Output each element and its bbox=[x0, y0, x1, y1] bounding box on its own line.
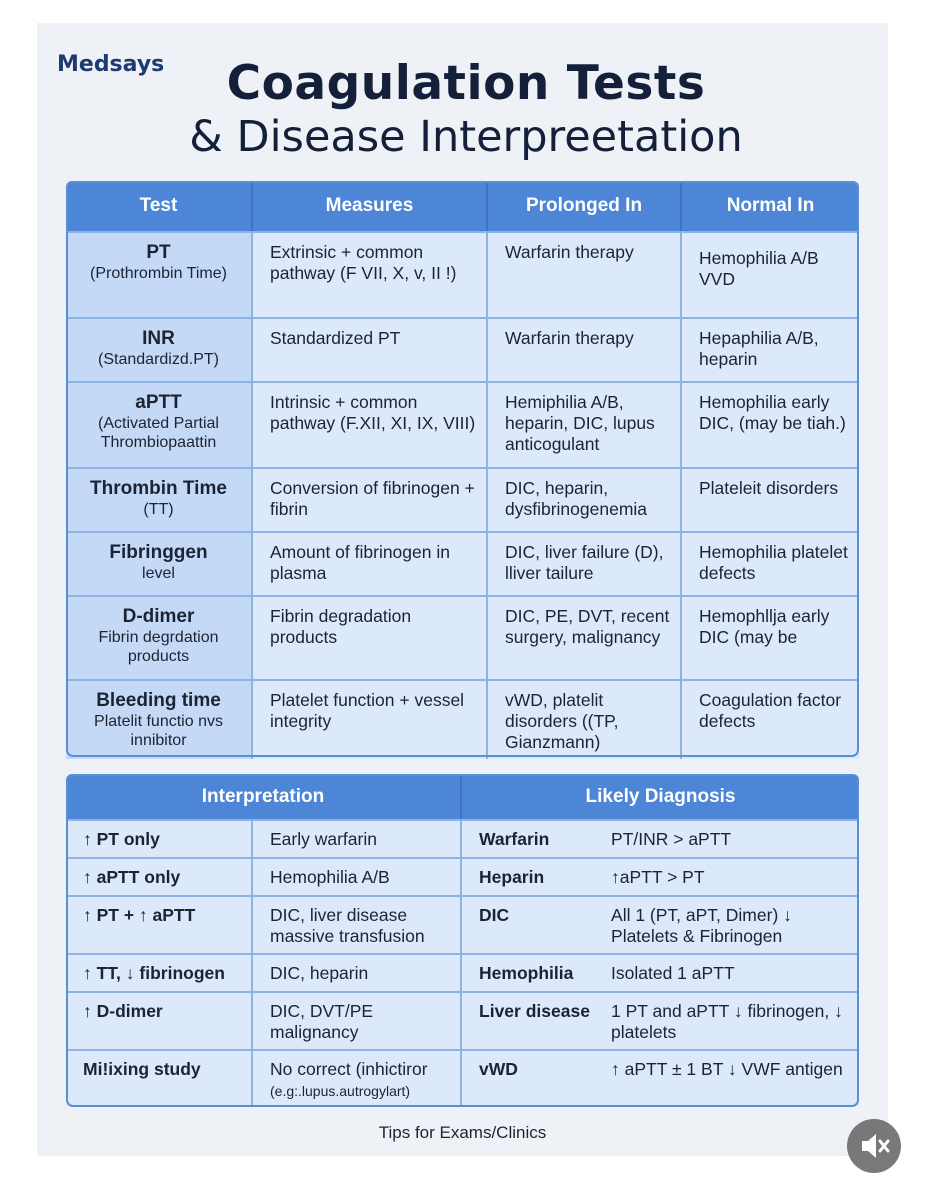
column-header-prolonged: Prolonged In bbox=[488, 181, 682, 231]
footer-caption: Tips for Exams/Clinics bbox=[378, 1123, 547, 1142]
meaning-text: No correct (inhictiror bbox=[270, 1059, 428, 1079]
finding-cell: ↑ PT only bbox=[66, 819, 253, 857]
normal-cell: Plateleit disorders bbox=[682, 467, 859, 531]
diagnosis-cell: DIC bbox=[462, 895, 605, 953]
test-name-cell bbox=[66, 531, 253, 595]
finding-cell: Mi!ixing study bbox=[66, 1049, 253, 1106]
normal-cell: Coagulation factor defects bbox=[682, 679, 859, 759]
normal-cell: Hepaphilia A/B, heparin bbox=[682, 317, 859, 381]
diagnosis-cell: Hemophilia bbox=[462, 953, 605, 991]
meaning-cell: DIC, DVT/PE malignancy bbox=[253, 991, 462, 1049]
prolonged-cell: DIC, liver failure (D), lliver tailure bbox=[488, 531, 682, 595]
normal-cell: Hemophllja early DIC (may be bbox=[682, 595, 859, 679]
test-subtitle: (Standardizd.PT) bbox=[98, 351, 219, 368]
interpretation-table bbox=[66, 774, 859, 1106]
measures-cell: Conversion of fibrinogen + fibrin bbox=[253, 467, 488, 531]
diagnosis-detail-cell: ↑aPTT > PT bbox=[605, 857, 859, 895]
table-row bbox=[66, 953, 859, 991]
meaning-cell: DIC, liver disease massive transfusion bbox=[253, 895, 462, 953]
measures-cell: Amount of fibrinogen in plasma bbox=[253, 531, 488, 595]
table-row bbox=[66, 991, 859, 1049]
test-name: Bleeding time bbox=[96, 690, 221, 711]
diagnosis-detail-cell: All 1 (PT, aPT, Dimer) ↓ Platelets & Fibrinogen bbox=[605, 895, 859, 953]
measures-cell: Standardized PT bbox=[253, 317, 488, 381]
table-row bbox=[66, 317, 859, 381]
table-row bbox=[66, 857, 859, 895]
table-header-row bbox=[66, 181, 859, 231]
speaker-muted-icon bbox=[847, 1119, 901, 1173]
diagnosis-cell: Liver disease bbox=[462, 991, 605, 1049]
test-name: Thrombin Time bbox=[90, 478, 227, 499]
finding-cell: ↑ TT, ↓ fibrinogen bbox=[66, 953, 253, 991]
test-subtitle: level bbox=[142, 565, 175, 582]
meaning-example: (e.g:.lupus.autrogylart) bbox=[270, 1083, 411, 1099]
meaning-cell: DIC, heparin bbox=[253, 953, 462, 991]
prolonged-cell: Warfarin therapy bbox=[488, 231, 682, 317]
meaning-cell: Early warfarin bbox=[253, 819, 462, 857]
table-row bbox=[66, 679, 859, 759]
table-header-row bbox=[66, 774, 859, 819]
diagnosis-cell: Heparin bbox=[462, 857, 605, 895]
table-row bbox=[66, 381, 859, 467]
measures-cell: Intrinsic + common pathway (F.XII, XI, IX, VIII) bbox=[253, 381, 488, 467]
test-name-cell bbox=[66, 317, 253, 381]
test-subtitle: (Prothrombin Time) bbox=[90, 265, 227, 282]
normal-cell: Hemophilia early DIC, (may be tiah.) bbox=[682, 381, 859, 467]
measures-cell: Extrinsic + common pathway (F VII, X, v, II !) bbox=[253, 231, 488, 317]
finding-cell: ↑ PT + ↑ aPTT bbox=[66, 895, 253, 953]
diagnosis-detail-cell: PT/INR > aPTT bbox=[605, 819, 859, 857]
test-name: D-dimer bbox=[122, 606, 195, 627]
finding-cell: ↑ aPTT only bbox=[66, 857, 253, 895]
test-subtitle: Platelit functio nvs innibitor bbox=[94, 713, 223, 749]
brand-logo: Medsays bbox=[57, 52, 165, 77]
meaning-cell bbox=[253, 1049, 462, 1106]
mute-button[interactable] bbox=[847, 1119, 901, 1173]
diagnosis-cell: vWD bbox=[462, 1049, 605, 1106]
column-header-diagnosis: Likely Diagnosis bbox=[462, 774, 859, 819]
page-title: Coagulation Tests bbox=[226, 56, 706, 111]
diagnosis-detail-cell: 1 PT and aPTT ↓ fibrinogen, ↓ platelets bbox=[605, 991, 859, 1049]
normal-cell: Hemophilia A/B VVD bbox=[682, 231, 859, 317]
diagnosis-cell: Warfarin bbox=[462, 819, 605, 857]
test-name: aPTT bbox=[135, 392, 182, 413]
prolonged-cell: vWD, platelit disorders ((TP, Gianzmann) bbox=[488, 679, 682, 759]
table-row bbox=[66, 595, 859, 679]
table-row bbox=[66, 531, 859, 595]
diagnosis-detail-cell: ↑ aPTT ± 1 BT ↓ VWF antigen bbox=[605, 1049, 859, 1106]
test-subtitle: (Activated Partial Thrombiopaattin bbox=[98, 415, 219, 451]
normal-cell: Hemophilia platelet defects bbox=[682, 531, 859, 595]
table-row bbox=[66, 895, 859, 953]
test-name-cell bbox=[66, 231, 253, 317]
meaning-cell: Hemophilia A/B bbox=[253, 857, 462, 895]
table-row bbox=[66, 1049, 859, 1106]
prolonged-cell: DIC, PE, DVT, recent surgery, malignancy bbox=[488, 595, 682, 679]
table-row bbox=[66, 231, 859, 317]
column-header-measures: Measures bbox=[253, 181, 488, 231]
test-name: INR bbox=[142, 328, 175, 349]
finding-cell: ↑ D-dimer bbox=[66, 991, 253, 1049]
prolonged-cell: Warfarin therapy bbox=[488, 317, 682, 381]
prolonged-cell: DIC, heparin, dysfibrinogenemia bbox=[488, 467, 682, 531]
table-row bbox=[66, 467, 859, 531]
coagulation-tests-table bbox=[66, 181, 859, 759]
page-subtitle: & Disease Interpreetation bbox=[189, 112, 743, 162]
measures-cell: Fibrin degradation products bbox=[253, 595, 488, 679]
column-header-test: Test bbox=[66, 181, 253, 231]
test-name: Fibringgen bbox=[109, 542, 208, 563]
measures-cell: Platelet function + vessel integrity bbox=[253, 679, 488, 759]
test-name-cell bbox=[66, 595, 253, 679]
table-row bbox=[66, 819, 859, 857]
column-header-interpretation: Interpretation bbox=[66, 774, 462, 819]
test-subtitle: (TT) bbox=[143, 501, 174, 518]
prolonged-cell: Hemiphilia A/B, heparin, DIC, lupus anticogulant bbox=[488, 381, 682, 467]
test-subtitle: Fibrin degrdation products bbox=[98, 629, 219, 665]
test-name: PT bbox=[146, 242, 171, 263]
test-name-cell bbox=[66, 467, 253, 531]
diagnosis-detail-cell: Isolated 1 aPTT bbox=[605, 953, 859, 991]
test-name-cell bbox=[66, 679, 253, 759]
column-header-normal: Normal In bbox=[682, 181, 859, 231]
test-name-cell bbox=[66, 381, 253, 467]
